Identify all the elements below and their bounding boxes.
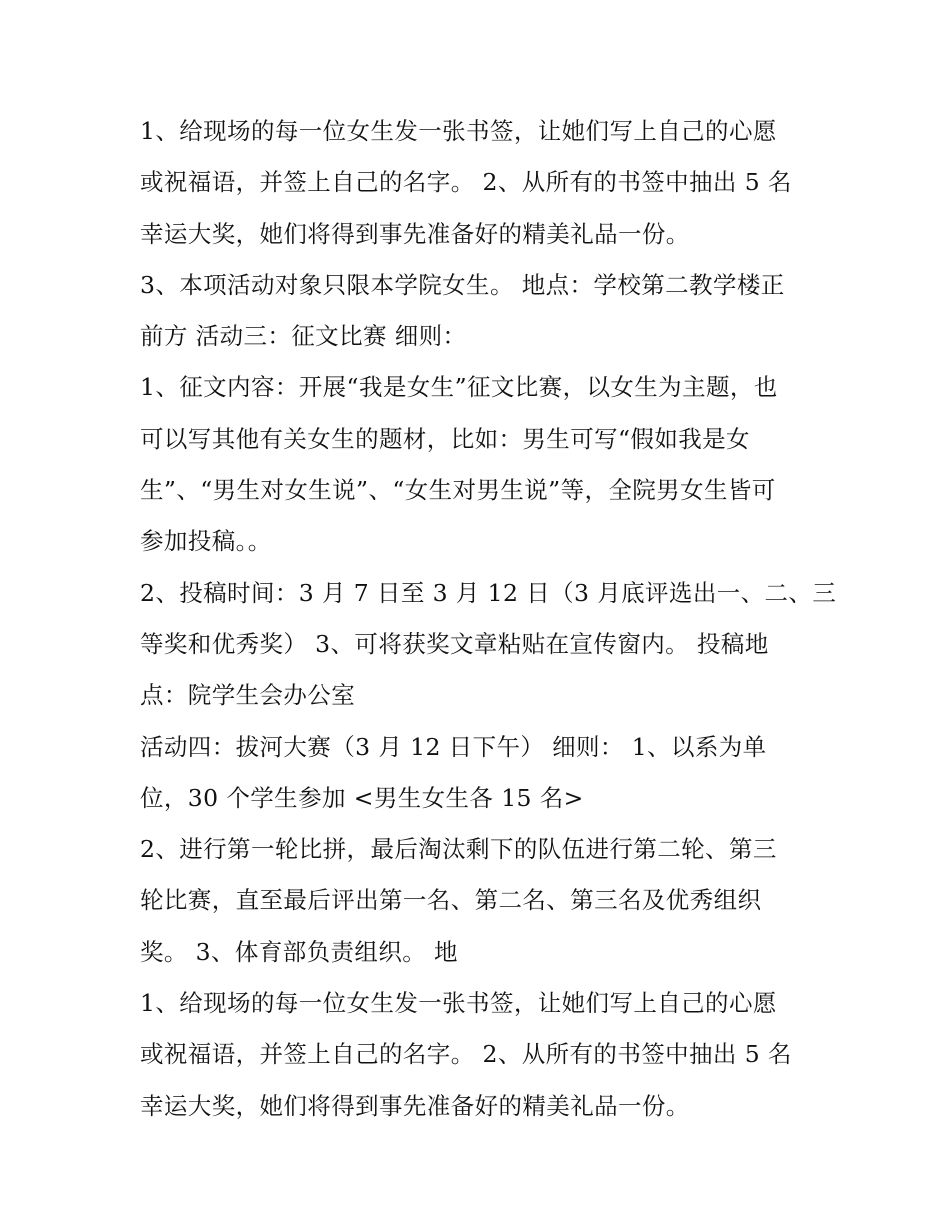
text-line: 3、本项活动对象只限本学院女生。 地点：学校第二教学楼正 [140,270,785,299]
text-line: 轮比赛，直至最后评出第一名、第二名、第三名及优秀组织 [140,886,762,915]
text-line: 2、投稿时间：3 月 7 日至 3 月 12 日（3 月底评选出一、二、三 [140,578,837,607]
text-line: 奖。 3、体育部负责组织。 地 [140,937,458,966]
text-line: 位，30 个学生参加 <男生女生各 15 名> [140,783,584,812]
text-line: 幸运大奖，她们将得到事先准备好的精美礼品一份。 [140,1091,690,1120]
text-line: 生”、“男生对女生说”、“女生对男生说”等，全院男女生皆可 [140,476,776,505]
text-line: 参加投稿。。 [140,527,272,556]
text-line: 活动四：拔河大赛（3 月 12 日下午） 细则： 1、以系为单 [140,732,767,761]
text-line: 前方 活动三：征文比赛 细则： [140,322,467,351]
text-line: 2、进行第一轮比拼，最后淘汰剩下的队伍进行第二轮、第三 [140,835,777,864]
text-line: 1、给现场的每一位女生发一张书签，让她们写上自己的心愿 [140,117,777,145]
text-line: 1、给现场的每一位女生发一张书签，让她们写上自己的心愿 [140,989,777,1018]
text-line: 1、征文内容：开展“我是女生”征文比赛，以女生为主题，也 [140,373,778,402]
text-line: 点：院学生会办公室 [140,681,356,710]
document-body [140,106,837,1132]
text-line: 幸运大奖，她们将得到事先准备好的精美礼品一份。 [140,219,690,248]
text-line: 或祝福语，并签上自己的名字。 2、从所有的书签中抽出 5 名 [140,168,792,197]
text-line: 等奖和优秀奖） 3、可将获奖文章粘贴在宣传窗内。 投稿地 [140,629,769,658]
text-line: 或祝福语，并签上自己的名字。 2、从所有的书签中抽出 5 名 [140,1040,792,1069]
text-line: 可以写其他有关女生的题材，比如：男生可写“假如我是女 [140,424,750,453]
